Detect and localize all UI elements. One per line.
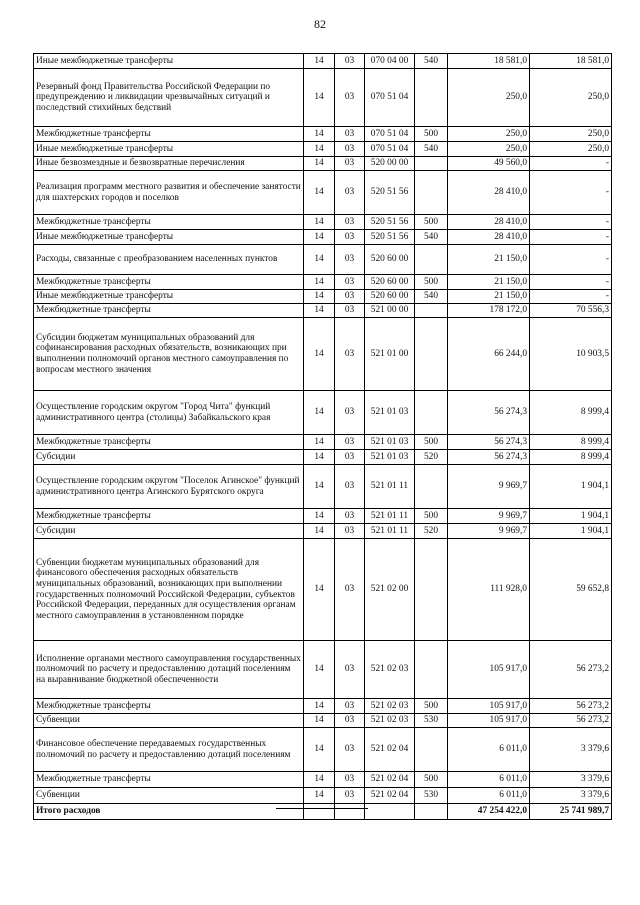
row-amount-executed: 8 999,4 [530,450,612,465]
row-section: 14 [304,509,335,524]
row-section: 14 [304,142,335,157]
row-expense-type [415,69,448,127]
row-target-code: 521 01 11 [365,524,415,539]
table-row [34,69,612,127]
table-row [34,157,612,171]
total-amount-executed: 25 741 989,7 [530,804,612,820]
row-target-code: 521 02 04 [365,728,415,772]
row-target-code: 070 04 00 [365,54,415,69]
table-row [34,539,612,641]
row-amount-executed: - [530,290,612,304]
row-amount-planned: 250,0 [448,142,530,157]
row-name: Резервный фонд Правительства Российской Федерации по предупреждению и ликвидации чрезвычайных ситуаций и последствий стихийных бедствий [34,69,304,127]
row-target-code: 520 51 56 [365,171,415,215]
row-amount-planned: 9 969,7 [448,465,530,509]
row-subsection: 03 [335,641,365,699]
row-amount-planned: 21 150,0 [448,275,530,290]
row-target-code: 521 02 03 [365,699,415,714]
row-subsection: 03 [335,54,365,69]
table-row [34,435,612,450]
row-expense-type: 500 [415,699,448,714]
row-target-code: 521 01 03 [365,450,415,465]
row-expense-type: 540 [415,54,448,69]
row-amount-executed: 18 581,0 [530,54,612,69]
row-subsection: 03 [335,391,365,435]
row-expense-type: 500 [415,127,448,142]
row-section: 14 [304,318,335,391]
table-row [34,290,612,304]
budget-table [33,53,612,820]
total-amount-planned: 47 254 422,0 [448,804,530,820]
row-name: Субвенции [34,788,304,804]
table-row [34,230,612,245]
row-amount-planned: 28 410,0 [448,215,530,230]
row-amount-planned: 9 969,7 [448,524,530,539]
table-row [34,142,612,157]
row-amount-planned: 105 917,0 [448,699,530,714]
row-subsection: 03 [335,318,365,391]
row-name: Расходы, связанные с преобразованием населенных пунктов [34,245,304,275]
row-expense-type: 500 [415,509,448,524]
table-row [34,127,612,142]
row-section: 14 [304,215,335,230]
row-name: Субвенции бюджетам муниципальных образований для финансового обеспечения расходных обязательств муниципальных образований, возникающих при выполнении государственных полномочий Российской Федерации, субъектов Российской Федерации, переданных для осуществления органам местного самоуправления в установленном порядке [34,539,304,641]
row-name: Иные межбюджетные трансферты [34,54,304,69]
row-amount-planned: 250,0 [448,127,530,142]
table-row [34,304,612,318]
row-amount-executed: 3 379,6 [530,728,612,772]
row-amount-planned: 6 011,0 [448,728,530,772]
row-target-code: 521 01 00 [365,318,415,391]
row-amount-executed: - [530,171,612,215]
row-subsection: 03 [335,788,365,804]
row-subsection: 03 [335,157,365,171]
row-expense-type [415,391,448,435]
row-amount-executed: - [530,157,612,171]
table-row [34,788,612,804]
row-target-code: 521 02 03 [365,641,415,699]
row-section: 14 [304,641,335,699]
table-row [34,318,612,391]
row-amount-executed: 70 556,3 [530,304,612,318]
row-section: 14 [304,275,335,290]
row-expense-type [415,171,448,215]
row-section: 14 [304,699,335,714]
row-amount-planned: 105 917,0 [448,714,530,728]
row-name: Межбюджетные трансферты [34,304,304,318]
row-target-code: 070 51 04 [365,142,415,157]
row-expense-type [415,641,448,699]
row-target-code: 520 60 00 [365,275,415,290]
table-row [34,215,612,230]
row-section: 14 [304,290,335,304]
row-amount-executed: 250,0 [530,127,612,142]
row-amount-executed: 56 273,2 [530,714,612,728]
row-section: 14 [304,304,335,318]
row-amount-planned: 21 150,0 [448,290,530,304]
row-name: Межбюджетные трансферты [34,435,304,450]
row-subsection: 03 [335,215,365,230]
row-expense-type [415,318,448,391]
row-subsection: 03 [335,275,365,290]
row-amount-planned: 21 150,0 [448,245,530,275]
row-subsection: 03 [335,435,365,450]
total-empty-cell [415,804,448,820]
row-name: Субсидии [34,524,304,539]
row-amount-planned: 6 011,0 [448,788,530,804]
row-section: 14 [304,127,335,142]
row-amount-executed: 3 379,6 [530,772,612,788]
row-subsection: 03 [335,230,365,245]
row-name: Осуществление городским округом "Город Чита" функций административного центра (столицы) Забайкальского края [34,391,304,435]
row-name: Реализация программ местного развития и обеспечение занятости для шахтерских городов и поселков [34,171,304,215]
page-number: 82 [314,17,326,31]
table-row [34,772,612,788]
row-name: Межбюджетные трансферты [34,509,304,524]
row-target-code: 070 51 04 [365,69,415,127]
row-amount-planned: 6 011,0 [448,772,530,788]
row-target-code: 520 51 56 [365,230,415,245]
row-subsection: 03 [335,127,365,142]
row-subsection: 03 [335,69,365,127]
row-section: 14 [304,728,335,772]
row-section: 14 [304,524,335,539]
row-expense-type: 520 [415,450,448,465]
row-subsection: 03 [335,450,365,465]
row-amount-executed: 250,0 [530,142,612,157]
total-label: Итого расходов [34,804,304,820]
row-section: 14 [304,230,335,245]
row-section: 14 [304,465,335,509]
row-target-code: 520 51 56 [365,215,415,230]
row-name: Иные безвозмездные и безвозвратные перечисления [34,157,304,171]
row-amount-executed: 250,0 [530,69,612,127]
row-expense-type [415,728,448,772]
row-amount-executed: - [530,275,612,290]
row-amount-executed: 1 904,1 [530,465,612,509]
row-subsection: 03 [335,290,365,304]
row-section: 14 [304,245,335,275]
row-expense-type [415,245,448,275]
row-amount-planned: 111 928,0 [448,539,530,641]
table-row [34,714,612,728]
row-target-code: 521 01 03 [365,391,415,435]
row-target-code: 521 01 11 [365,465,415,509]
table-row [34,54,612,69]
row-subsection: 03 [335,304,365,318]
row-name: Межбюджетные трансферты [34,215,304,230]
row-expense-type: 540 [415,230,448,245]
row-section: 14 [304,714,335,728]
row-name: Иные межбюджетные трансферты [34,290,304,304]
row-amount-executed: 1 904,1 [530,524,612,539]
row-target-code: 070 51 04 [365,127,415,142]
row-amount-executed: 1 904,1 [530,509,612,524]
row-name: Межбюджетные трансферты [34,275,304,290]
row-name: Иные межбюджетные трансферты [34,230,304,245]
row-amount-executed: 56 273,2 [530,699,612,714]
row-amount-planned: 49 560,0 [448,157,530,171]
table-row [34,171,612,215]
row-amount-executed: 8 999,4 [530,435,612,450]
row-amount-planned: 66 244,0 [448,318,530,391]
row-name: Субсидии [34,450,304,465]
row-name: Межбюджетные трансферты [34,699,304,714]
row-subsection: 03 [335,539,365,641]
row-expense-type: 500 [415,435,448,450]
row-expense-type [415,465,448,509]
row-amount-planned: 28 410,0 [448,230,530,245]
total-empty-cell [335,804,365,820]
table-row [34,509,612,524]
total-empty-cell [365,804,415,820]
row-amount-planned: 105 917,0 [448,641,530,699]
row-section: 14 [304,54,335,69]
row-amount-executed: 59 652,8 [530,539,612,641]
row-expense-type: 540 [415,290,448,304]
row-expense-type: 530 [415,714,448,728]
row-subsection: 03 [335,699,365,714]
row-name: Финансовое обеспечение передаваемых государственных полномочий по расчету и предоставлению дотаций поселениям [34,728,304,772]
row-name: Исполнение органами местного самоуправления государственных полномочий по расчету и предоставлению дотаций поселениям на выравнивание бюджетной обеспеченности [34,641,304,699]
row-subsection: 03 [335,171,365,215]
budget-table-body [34,54,612,820]
row-amount-planned: 18 581,0 [448,54,530,69]
row-amount-executed: 3 379,6 [530,788,612,804]
total-empty-cell [304,804,335,820]
row-section: 14 [304,171,335,215]
row-expense-type: 540 [415,142,448,157]
row-target-code: 521 00 00 [365,304,415,318]
row-name: Иные межбюджетные трансферты [34,142,304,157]
row-section: 14 [304,450,335,465]
row-expense-type: 520 [415,524,448,539]
row-expense-type [415,539,448,641]
table-row [34,699,612,714]
row-name: Субвенции [34,714,304,728]
row-target-code: 521 02 00 [365,539,415,641]
row-section: 14 [304,772,335,788]
table-row [34,641,612,699]
row-target-code: 521 02 04 [365,772,415,788]
row-subsection: 03 [335,714,365,728]
row-subsection: 03 [335,245,365,275]
row-name: Субсидии бюджетам муниципальных образований для софинансирования расходных обязательств, возникающих при выполнении полномочий органов местного самоуправления по вопросам местного значения [34,318,304,391]
row-amount-planned: 9 969,7 [448,509,530,524]
row-section: 14 [304,539,335,641]
row-target-code: 521 01 03 [365,435,415,450]
table-row [34,465,612,509]
row-target-code: 521 02 04 [365,788,415,804]
row-name: Межбюджетные трансферты [34,127,304,142]
row-amount-executed: - [530,230,612,245]
row-amount-executed: 10 903,5 [530,318,612,391]
row-expense-type [415,304,448,318]
row-target-code: 521 02 03 [365,714,415,728]
row-amount-executed: 8 999,4 [530,391,612,435]
row-section: 14 [304,391,335,435]
row-amount-executed: - [530,245,612,275]
row-amount-planned: 56 274,3 [448,391,530,435]
row-section: 14 [304,788,335,804]
row-target-code: 520 60 00 [365,245,415,275]
table-row [34,245,612,275]
row-expense-type: 530 [415,788,448,804]
row-target-code: 520 00 00 [365,157,415,171]
row-subsection: 03 [335,524,365,539]
row-expense-type: 500 [415,772,448,788]
row-expense-type [415,157,448,171]
row-amount-planned: 28 410,0 [448,171,530,215]
row-subsection: 03 [335,772,365,788]
row-expense-type: 500 [415,275,448,290]
table-row [34,728,612,772]
row-subsection: 03 [335,728,365,772]
table-row [34,391,612,435]
row-amount-planned: 56 274,3 [448,435,530,450]
row-amount-executed: - [530,215,612,230]
row-section: 14 [304,69,335,127]
row-subsection: 03 [335,465,365,509]
row-target-code: 521 01 11 [365,509,415,524]
row-amount-planned: 178 172,0 [448,304,530,318]
total-row [34,804,612,820]
row-name: Межбюджетные трансферты [34,772,304,788]
row-subsection: 03 [335,142,365,157]
row-amount-executed: 56 273,2 [530,641,612,699]
row-section: 14 [304,435,335,450]
table-row [34,524,612,539]
row-target-code: 520 60 00 [365,290,415,304]
footer-rule [276,808,368,809]
row-section: 14 [304,157,335,171]
row-expense-type: 500 [415,215,448,230]
row-amount-planned: 250,0 [448,69,530,127]
table-row [34,275,612,290]
row-name: Осуществление городским округом "Поселок Агинское" функций административного центра Агинского Бурятского округа [34,465,304,509]
row-amount-planned: 56 274,3 [448,450,530,465]
table-row [34,450,612,465]
row-subsection: 03 [335,509,365,524]
